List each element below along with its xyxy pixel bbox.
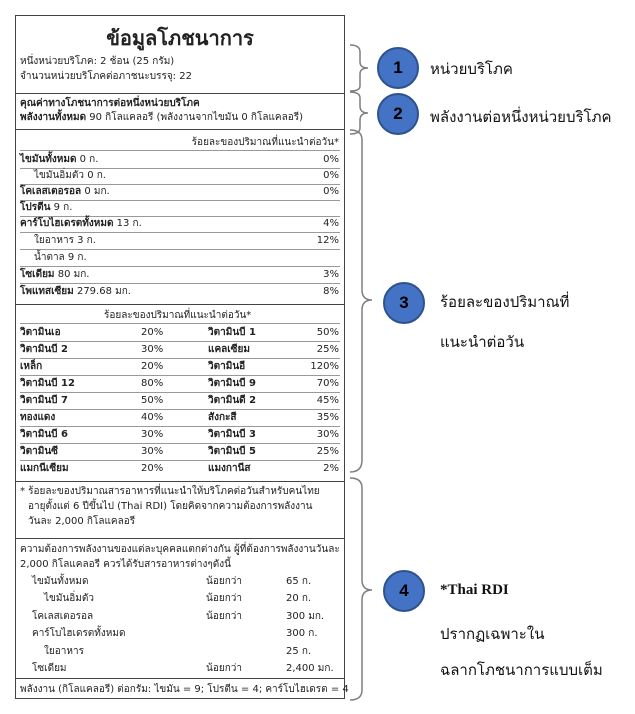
nutrient-amount: 9 ก. [67,252,87,263]
brace-3 [350,130,372,472]
annotation-text-1: หน่วยบริโภค [430,60,513,78]
vitamin-pct: 20% [141,361,164,372]
nutrient-label: คาร์โบไฮเดรตทั้งหมด [20,218,114,229]
vitamin-label: วิตามินบี 6 [20,429,68,440]
vitamin-label: สังกะสี [208,412,237,423]
vitamin-label: เหล็ก [20,361,43,372]
nutrient-label: โคเลสเตอรอล [20,186,82,197]
nutrient-pct: 0% [323,170,339,181]
vitamin-pct: 50% [141,395,164,406]
nutrient-amount: 9 ก. [53,202,73,213]
annotation-circle-3: 3 [383,282,425,324]
footnote-line-3: วันละ 2,000 กิโลแคลอรี [28,516,136,527]
vitamin-label: ทองแดง [20,412,56,423]
vitamin-label: วิตามินบี 7 [20,395,68,406]
nutrient-amount: 279.68 มก. [76,286,131,297]
nutrient-label: โพแทสเซียม [20,286,74,297]
label-title: ข้อมูลโภชนาการ [106,26,254,50]
nutrient-amount: 80 มก. [57,269,90,280]
vitamin-label: วิตามินบี 5 [208,446,256,457]
nutrients-header: ร้อยละของปริมาณที่แนะนำต่อวัน* [191,137,339,148]
energy-total-value: 90 กิโลแคลอรี (พลังงานจากไขมัน 0 กิโลแคลอรี) [89,112,304,123]
annotation-circle-4: 4 [383,570,425,612]
rdi-value: 25 ก. [286,646,312,657]
vitamin-pct: 30% [141,429,164,440]
rdi-comparator: น้อยกว่า [206,611,242,622]
brace-2 [350,92,368,134]
nutrient-amount: 0 มก. [84,186,110,197]
nutrient-pct: 3% [323,269,339,280]
nutrient-label: โซเดียม [20,269,55,280]
brace-1 [350,45,368,91]
rdi-label: โคเลสเตอรอล [32,611,94,622]
vitamin-label: วิตามินซี [20,446,58,457]
vitamin-label: วิตามินบี 3 [208,429,256,440]
vitamin-pct: 80% [141,378,164,389]
nutrient-label: ใยอาหาร [34,235,74,246]
energy-factor: พลังงาน (กิโลแคลอรี) ต่อกรัม: ไขมัน = 9; โปรตีน = 4; คาร์โบไฮเดรต = 4 [20,684,349,695]
energy-heading: คุณค่าทางโภชนาการต่อหนึ่งหน่วยบริโภค [20,98,200,109]
rdi-label: คาร์โบไฮเดรตทั้งหมด [32,628,126,639]
nutrient-label: ไขมันอิ่มตัว [34,170,84,181]
nutrient-label: น้ำตาล [34,252,65,263]
vitamin-pct: 30% [316,429,339,440]
annotation-circle-2: 2 [377,93,419,135]
vitamin-pct: 25% [316,344,339,355]
serving-size: หนึ่งหน่วยบริโภค: 2 ช้อน (25 กรัม) [20,56,175,67]
rdi-value: 2,400 มก. [286,663,334,674]
rdi-value: 300 มก. [286,611,325,622]
rdi-label: ไขมันทั้งหมด [32,576,89,587]
annotation-text-4a: *Thai RDI [440,582,509,598]
vitamin-label: วิตามินบี 12 [20,378,75,389]
nutrient-pct: 12% [316,235,339,246]
vitamin-pct: 20% [141,327,164,338]
annotation-text-4b: ปรากฏเฉพาะใน [440,625,545,643]
vitamin-label: วิตามินบี 2 [20,344,68,355]
rdi-comparator: น้อยกว่า [206,663,242,674]
energy-total-label: พลังงานทั้งหมด [20,112,87,123]
annotation-text-2: พลังงานต่อหนึ่งหน่วยบริโภค [430,108,612,126]
nutrient-pct: 4% [323,218,339,229]
vitamin-pct: 40% [141,412,164,423]
brace-4 [350,478,372,700]
rdi-value: 300 ก. [286,628,318,639]
vitamin-pct: 45% [316,395,339,406]
vitamins-header: ร้อยละของปริมาณที่แนะนำต่อวัน* [104,310,252,321]
vitamin-label: วิตามินบี 1 [208,327,256,338]
annotation-text-4c: ฉลากโภชนาการแบบเต็ม [440,661,603,679]
vitamin-pct: 35% [316,412,339,423]
vitamin-label: วิตามินบี 9 [208,378,256,389]
rdi-label: ไขมันอิ่มตัว [44,593,94,604]
nutrient-amount: 13 ก. [116,218,142,229]
rdi-intro-1: ความต้องการพลังงานของแต่ละบุคคลแตกต่างกัน ผู้ที่ต้องการพลังงานวันละ [20,544,340,555]
vitamin-pct: 25% [316,446,339,457]
vitamin-pct: 2% [323,463,339,474]
nutrient-amount: 0 ก. [87,170,106,181]
vitamin-pct: 30% [141,446,164,457]
footnote-line-2: อายุตั้งแต่ 6 ปีขึ้นไป (Thai RDI) โดยคิดจากความต้องการพลังงาน [28,501,313,512]
rdi-value: 20 ก. [286,593,312,604]
annotation-circle-1: 1 [377,47,419,89]
vitamin-pct: 20% [141,463,164,474]
rdi-label: โซเดียม [32,663,67,674]
annotation-text-3a: ร้อยละของปริมาณที่ [440,293,570,311]
vitamin-label: แมงกานีส [208,463,251,474]
vitamin-pct: 70% [316,378,339,389]
rdi-label: ใยอาหาร [44,646,84,657]
vitamin-label: แคลเซียม [208,344,250,355]
nutrient-pct: 0% [323,186,339,197]
annotation-text-3b: แนะนำต่อวัน [440,333,525,351]
rdi-intro-2: 2,000 กิโลแคลอรี ควรได้รับสารอาหารต่างๆดังนี้ [20,559,231,570]
rdi-comparator: น้อยกว่า [206,576,242,587]
footnote-line-1: * ร้อยละของปริมาณสารอาหารที่แนะนำให้บริโภคต่อวันสำหรับคนไทย [20,486,320,497]
vitamin-label: วิตามินเอ [20,327,61,338]
vitamin-pct: 30% [141,344,164,355]
nutrient-label: ไขมันทั้งหมด [20,154,77,165]
vitamin-pct: 120% [310,361,339,372]
vitamin-label: แมกนีเซียม [20,463,69,474]
vitamin-label: วิตามินดี 2 [208,395,257,406]
vitamin-pct: 50% [316,327,339,338]
serving-count: จำนวนหน่วยบริโภคต่อภาชนะบรรจุ: 22 [20,71,192,82]
vitamin-label: วิตามินอี [208,361,246,372]
nutrient-label: โปรตีน [20,202,51,213]
rdi-comparator: น้อยกว่า [206,593,242,604]
nutrient-pct: 0% [323,154,339,165]
nutrient-amount: 3 ก. [77,235,96,246]
nutrient-pct: 8% [323,286,339,297]
rdi-value: 65 ก. [286,576,312,587]
nutrient-amount: 0 ก. [79,154,99,165]
